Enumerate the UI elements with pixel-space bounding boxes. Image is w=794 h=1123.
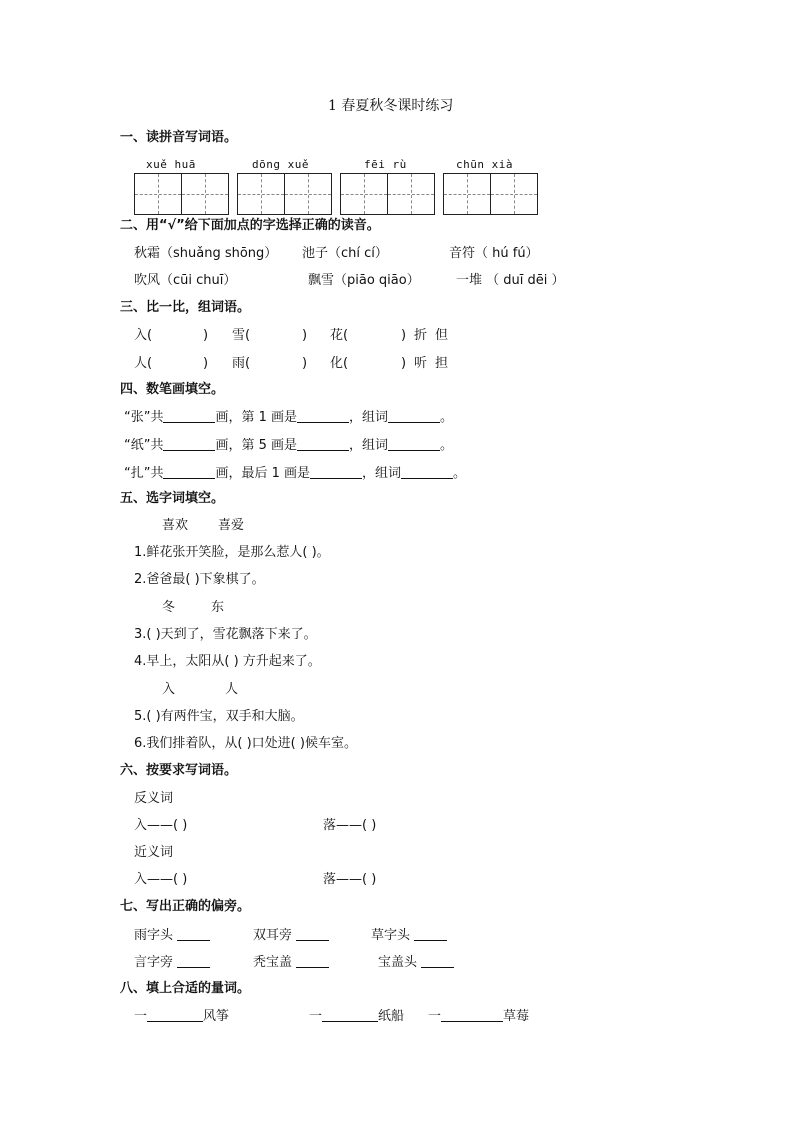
compare-paren: ): [401, 328, 407, 343]
answer-blank[interactable]: [310, 466, 362, 479]
measure-word-item: [428, 1009, 529, 1023]
word-option: 人: [225, 682, 239, 697]
compare-char: 但: [435, 328, 449, 343]
measure-prefix: 一: [309, 1009, 323, 1024]
antonym-label: 反义词: [134, 791, 174, 806]
pinyin-2: dōng xuě: [252, 158, 309, 171]
measure-noun: 草莓: [503, 1009, 530, 1024]
radical-item: [371, 928, 447, 942]
radical-label: 双耳旁: [253, 928, 293, 943]
section-1-heading: 一、读拼音写词语。: [120, 130, 238, 145]
measure-word-item: [134, 1009, 229, 1023]
radical-item: [134, 928, 210, 942]
reading-item: 吹风（cūi chuī）: [134, 273, 237, 288]
answer-blank[interactable]: [163, 466, 215, 479]
reading-item: 飘雪（piāo qiāo）: [308, 273, 420, 288]
writing-grid-1[interactable]: [134, 173, 229, 215]
answer-blank[interactable]: [401, 466, 453, 479]
stroke-text: 。: [440, 410, 454, 425]
word-pair: 入——( ): [134, 872, 188, 887]
section-5-heading: 五、选字词填空。: [120, 491, 225, 506]
answer-blank[interactable]: [296, 928, 329, 941]
stroke-text: “纸”共: [124, 438, 164, 453]
word-pair: 落——( ): [323, 872, 377, 887]
radical-item: [253, 955, 329, 969]
radical-label: 草字头: [371, 928, 411, 943]
answer-blank[interactable]: [421, 955, 454, 968]
section-4-heading: 四、数笔画填空。: [120, 382, 225, 397]
answer-blank[interactable]: [297, 410, 349, 423]
fill-question: 6.我们排着队，从( )口处进( )候车室。: [134, 736, 357, 751]
pinyin-1: xuě huā: [146, 158, 196, 171]
radical-label: 秃宝盖: [253, 955, 293, 970]
word-pair: 落——( ): [323, 818, 377, 833]
word-option: 入: [162, 682, 176, 697]
compare-char: 听: [414, 356, 428, 371]
fill-question: 4.早上，太阳从( ) 方升起来了。: [134, 654, 321, 669]
radical-label: 宝盖头: [378, 955, 418, 970]
answer-blank[interactable]: [177, 928, 210, 941]
compare-char: 人(: [134, 356, 153, 371]
reading-item: 池子（chí cí）: [302, 246, 388, 261]
answer-blank[interactable]: [414, 928, 447, 941]
answer-blank[interactable]: [388, 438, 440, 451]
pinyin-4: chūn xià: [456, 158, 513, 171]
compare-char: 雪(: [232, 328, 251, 343]
compare-paren: ): [401, 356, 407, 371]
measure-noun: 纸船: [378, 1009, 405, 1024]
stroke-text: 。: [453, 466, 467, 481]
measure-noun: 风筝: [203, 1009, 230, 1024]
answer-blank[interactable]: [163, 438, 215, 451]
compare-paren: ): [203, 356, 209, 371]
section-6-heading: 六、按要求写词语。: [120, 763, 238, 778]
stroke-text: 画，最后 1 画是: [215, 466, 311, 481]
reading-item: 音符（ hú fú）: [449, 246, 539, 261]
stroke-line: [124, 438, 453, 452]
radical-label: 雨字头: [134, 928, 174, 943]
word-option: 冬: [162, 600, 176, 615]
answer-blank[interactable]: [322, 1009, 378, 1022]
radical-item: [253, 928, 329, 942]
radical-item: [378, 955, 454, 969]
section-7-heading: 七、写出正确的偏旁。: [120, 899, 251, 914]
word-option: 喜欢: [162, 518, 189, 533]
stroke-text: 画，第 1 画是: [215, 410, 298, 425]
measure-word-item: [309, 1009, 404, 1023]
fill-question: 1.鲜花张开笑脸，是那么惹人( )。: [134, 545, 330, 560]
answer-blank[interactable]: [388, 410, 440, 423]
answer-blank[interactable]: [177, 955, 210, 968]
writing-grid-3[interactable]: [340, 173, 435, 215]
answer-blank[interactable]: [441, 1009, 503, 1022]
answer-blank[interactable]: [163, 410, 215, 423]
compare-paren: ): [302, 328, 308, 343]
section-2-heading: 二、用“√”给下面加点的字选择正确的读音。: [120, 218, 380, 233]
radical-item: [134, 955, 210, 969]
stroke-text: ，组词: [362, 466, 402, 481]
writing-grid-2[interactable]: [237, 173, 332, 215]
stroke-text: “扎”共: [124, 466, 164, 481]
word-option: 东: [211, 600, 225, 615]
compare-paren: ): [203, 328, 209, 343]
word-option: 喜爱: [218, 518, 245, 533]
stroke-line: [124, 466, 466, 480]
stroke-text: 。: [440, 438, 454, 453]
stroke-text: 画，第 5 画是: [215, 438, 298, 453]
fill-question: 2.爸爸最( )下象棋了。: [134, 572, 265, 587]
compare-char: 化(: [330, 356, 349, 371]
section-8-heading: 八、填上合适的量词。: [120, 981, 251, 996]
measure-prefix: 一: [428, 1009, 442, 1024]
writing-grid-4[interactable]: [443, 173, 538, 215]
compare-char: 雨(: [232, 356, 251, 371]
synonym-label: 近义词: [134, 845, 174, 860]
stroke-text: ，组词: [349, 438, 389, 453]
stroke-text: ，组词: [349, 410, 389, 425]
fill-question: 3.( )天到了，雪花飘落下来了。: [134, 627, 317, 642]
stroke-line: [124, 410, 453, 424]
compare-char: 花(: [330, 328, 349, 343]
answer-blank[interactable]: [297, 438, 349, 451]
section-3-heading: 三、比一比，组词语。: [120, 300, 251, 315]
compare-paren: ): [302, 356, 308, 371]
answer-blank[interactable]: [296, 955, 329, 968]
page-title: 1 春夏秋冬课时练习: [328, 98, 454, 114]
answer-blank[interactable]: [147, 1009, 203, 1022]
measure-prefix: 一: [134, 1009, 148, 1024]
compare-char: 折: [414, 328, 428, 343]
compare-char: 担: [435, 356, 449, 371]
compare-char: 入(: [134, 328, 153, 343]
word-pair: 入——( ): [134, 818, 188, 833]
fill-question: 5.( )有两件宝，双手和大脑。: [134, 709, 304, 724]
reading-item: 一堆 （ duī dēi ）: [456, 273, 565, 288]
reading-item: 秋霜（shuǎng shōng）: [134, 246, 278, 261]
radical-label: 言字旁: [134, 955, 174, 970]
pinyin-3: fēi rù: [364, 158, 407, 171]
stroke-text: “张”共: [124, 410, 164, 425]
